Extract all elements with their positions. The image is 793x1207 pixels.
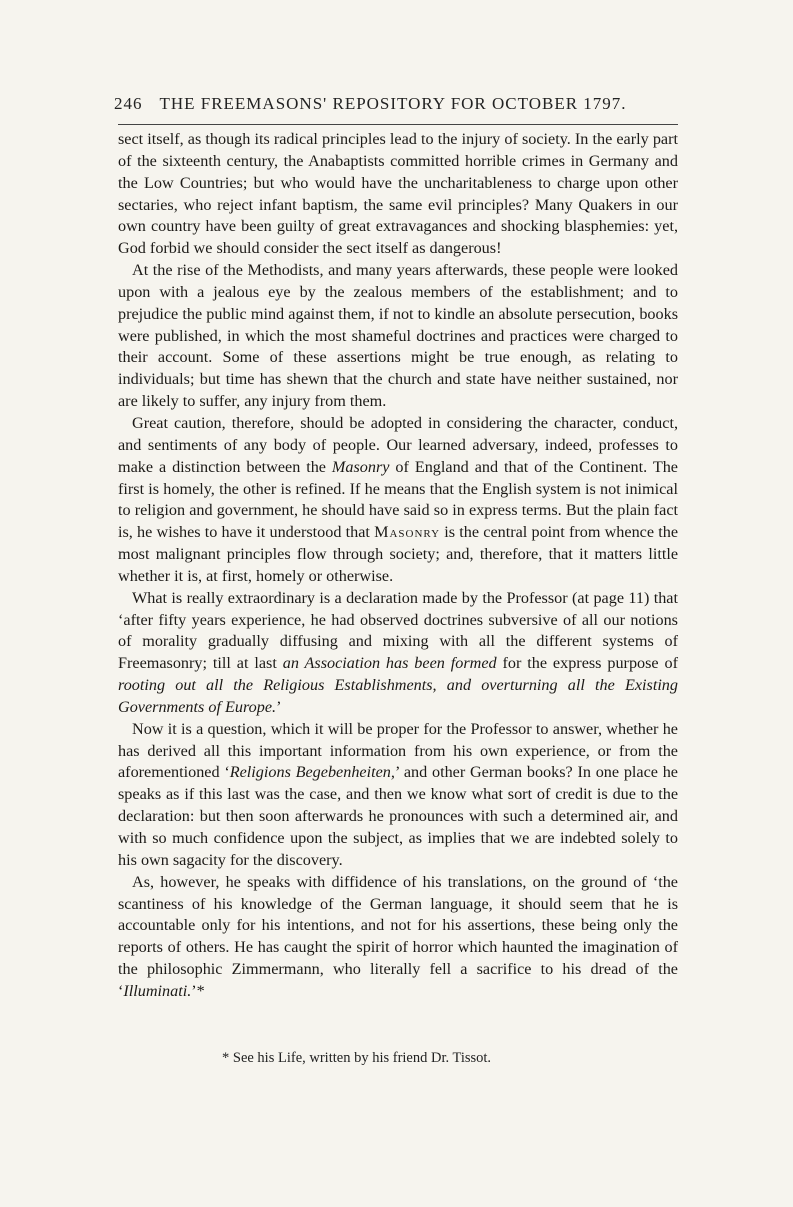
text-run: As, however, he speaks with diffidence of his translations, on the ground of ‘the scantiness of his knowledge of the German language, it should seem that he is accountable only for his intentions, and not for his assertions, these being only the reports of others. He has caught the spirit of horror which haunted the imagination of the philosophic Zimmermann, who literally fell a sacrifice to his dread of the ‘ bbox=[118, 872, 678, 1000]
text-run: ’* bbox=[191, 981, 205, 1000]
text-run: for the express purpose of bbox=[496, 654, 678, 673]
paragraph bbox=[118, 872, 678, 1003]
text-run: ’ and other German books? In one place he speaks as if this last was the case, and then we know what sort of credit is due to the declaration: but then soon afterwards he pronounces with such a determined air, and with so much confidence upon the subject, as implies that we are indebted solely to his own sagacity for the discovery. bbox=[118, 763, 678, 869]
text-run: is the central point from whence the most malignant principles flow through society; and, therefore, that it matters little whether it is, at first, homely or otherwise. bbox=[118, 523, 679, 585]
paragraph bbox=[118, 413, 678, 588]
text-run: sect itself, as though its radical principles lead to the injury of society. In the early part of the sixteenth century, the Anabaptists committed horrible crimes in Germany and the Low Countries; but who would have the uncharitableness to charge upon other sectaries, who reject infant baptism, the same evil principles? Many Quakers in our own country have been guilty of great extravagances and shocking blasphemies: yet, God forbid we should consider the sect itself as dangerous! bbox=[118, 130, 678, 258]
italic-text: an Association has been formed bbox=[282, 654, 497, 673]
article-body bbox=[118, 129, 678, 1003]
smallcaps-text: Masonry bbox=[374, 523, 441, 542]
text-run: At the rise of the Methodists, and many years afterwards, these people were looked upon with a jealous eye by the zealous members of the establishment; and to prejudice the public mind against them, if not to kindle an absolute persecution, books were published, in which the most shameful doctrines and practices were charged to their account. Some of these assertions might be true enough, as relating to individuals; but time has shewn that the church and state have neither sustained, nor are likely to suffer, any injury from them. bbox=[118, 261, 678, 411]
italic-text: rooting out all the Religious Establishments, and overturning all the Existing Governments of Europe. bbox=[118, 676, 678, 716]
text-run: What is really extraordinary is a declaration made by the Professor (at page 11) that ‘after fifty years experience, he had observed doctrines subversive of all our notions of morality gradually diffusing and mixing with all the different systems of Freemasonry; till at last bbox=[118, 588, 678, 673]
italic-text: Masonry bbox=[331, 457, 390, 476]
text-run: Great caution, therefore, should be adopted in considering the character, conduct, and sentiments of any body of people. Our learned adversary, indeed, professes to make a distinction between the bbox=[118, 413, 678, 476]
text-run: ’ bbox=[276, 697, 282, 716]
paragraph bbox=[118, 260, 678, 413]
running-title: THE FREEMASONS' REPOSITORY FOR OCTOBER 1797. bbox=[159, 94, 627, 113]
text-run: of England and that of the Continent. The first is homely, the other is refined. If he means that the English system is not inimical to religion and government, he should have said so in express terms. But the plain fact is, he wishes to have it understood that bbox=[118, 457, 678, 542]
paragraph bbox=[118, 588, 678, 719]
italic-text: Religions Begebenheiten, bbox=[229, 763, 395, 782]
paragraph bbox=[118, 719, 678, 872]
header-rule bbox=[118, 124, 678, 125]
italic-text: Illuminati. bbox=[123, 981, 192, 1000]
paragraph bbox=[118, 129, 678, 260]
running-header bbox=[114, 94, 676, 114]
page-number: 246 bbox=[114, 94, 143, 113]
footnote: * See his Life, written by his friend Dr. Tissot. bbox=[222, 1050, 492, 1066]
text-run: Now it is a question, which it will be proper for the Professor to answer, whether he has derived all this important information from his own experience, or from the aforementioned ‘ bbox=[118, 719, 678, 782]
